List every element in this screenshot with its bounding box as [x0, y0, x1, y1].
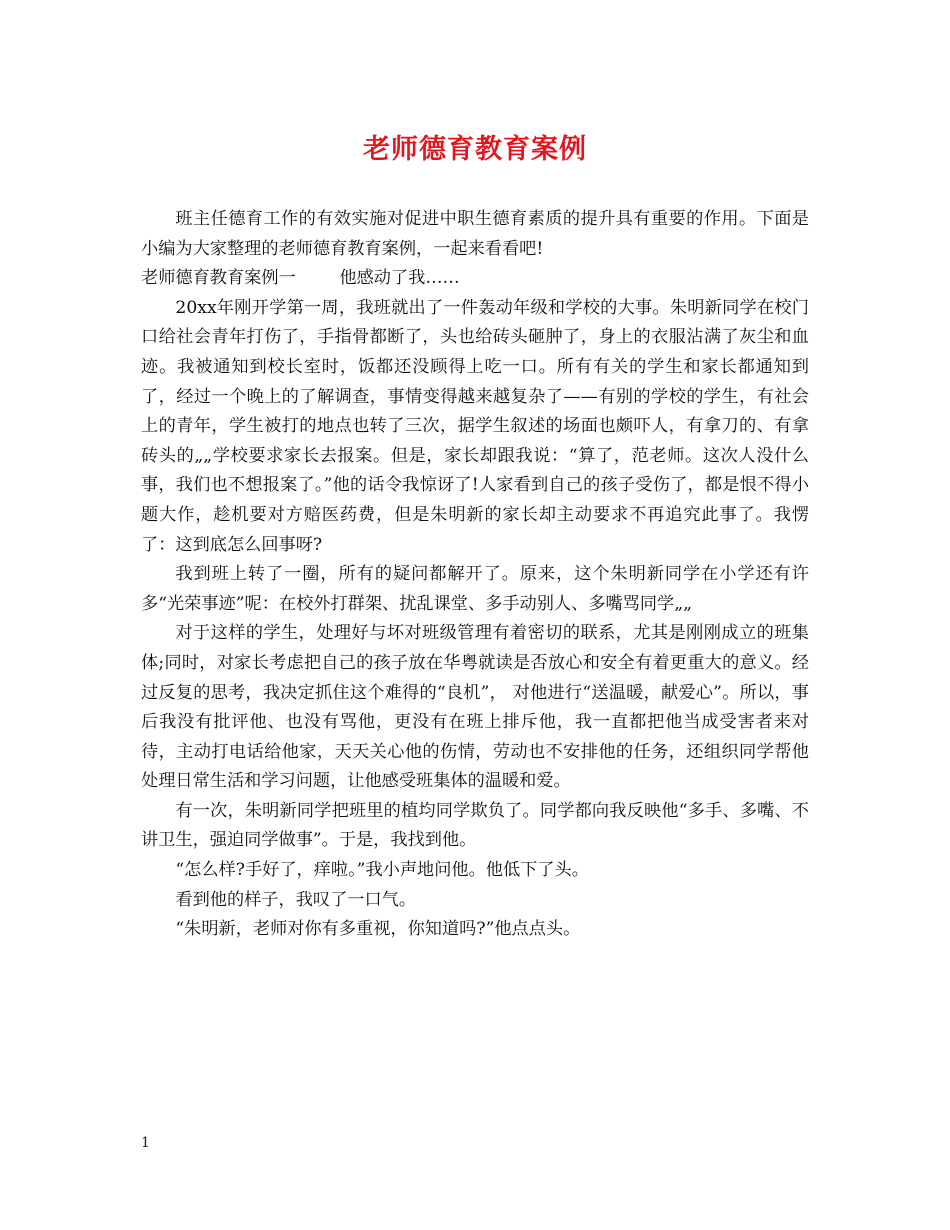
body-paragraph: 我到班上转了一圈，所有的疑问都解开了。原来，这个朱明新同学在小学还有许多“光荣事迹”呢：在校外打群架、扰乱课堂、多手动别人、多嘴骂同学„„	[141, 564, 809, 614]
case-heading-gap	[296, 268, 340, 288]
document-body	[141, 205, 809, 945]
intro-paragraph: 班主任德育工作的有效实施对促进中职生德育素质的提升具有重要的作用。下面是小编为大家整理的老师德育教育案例，一起来看看吧!	[141, 209, 809, 259]
dialogue-paragraph: “朱明新，老师对你有多重视，你知道吗?”他点点头。	[175, 919, 581, 940]
body-paragraph: 对于这样的学生，处理好与坏对班级管理有着密切的联系，尤其是刚刚成立的班集体;同时，对家长考虑把自己的孩子放在华粤就读是否放心和安全有着更重大的意义。经过反复的思考，我决定抓住这个难得的“良机”， 对他进行“送温暖，献爱心”。所以，事后我没有批评他、也没有骂他，更没有在班上排斥他，我一直都把他当成受害者来对待，主动打电话给他家，天天关心他的伤情，劳动也不安排他的任务，还组织同学帮他处理日常生活和学习问题，让他感受班集体的温暖和爱。	[141, 623, 809, 792]
body-paragraph: 看到他的样子，我叹了一口气。	[175, 889, 417, 910]
dialogue-paragraph: “怎么样?手好了，痒啦。”我小声地问他。他低下了头。	[175, 860, 589, 881]
case-heading	[141, 264, 809, 294]
body-paragraph: 有一次，朱明新同学把班里的植均同学欺负了。同学都向我反映他“多手、多嘴、不讲卫生，强迫同学做事”。于是，我找到他。	[141, 800, 809, 851]
body-paragraph: 20xx年刚开学第一周，我班就出了一件轰动年级和学校的大事。朱明新同学在校门口给社会青年打伤了，手指骨都断了，头也给砖头砸肿了，身上的衣服沾满了灰尘和血迹。我被通知到校长室时，饭都还没顾得上吃一口。所有有关的学生和家长都通知到了，经过一个晚上的了解调查，事情变得越来越复杂了——有别的学校的学生，有社会上的青年，学生被打的地点也转了三次，据学生叙述的场面也颇吓人，有拿刀的、有拿砖头的„„学校要求家长去报案。但是，家长却跟我说：“算了，范老师。这次人没什么事，我们也不想报案了。”他的话令我惊讶了!人家看到自己的孩子受伤了，都是恨不得小题大作，趁机要对方赔医药费，但是朱明新的家长却主动要求不再追究此事了。我愣了：这到底怎么回事呀?	[141, 297, 809, 555]
case-heading-label: 老师德育教育案例一	[141, 268, 296, 289]
document-title: 老师德育教育案例	[363, 134, 587, 165]
case-heading-subtitle: 他感动了我……	[339, 268, 460, 289]
page-number: 1	[141, 1135, 150, 1151]
